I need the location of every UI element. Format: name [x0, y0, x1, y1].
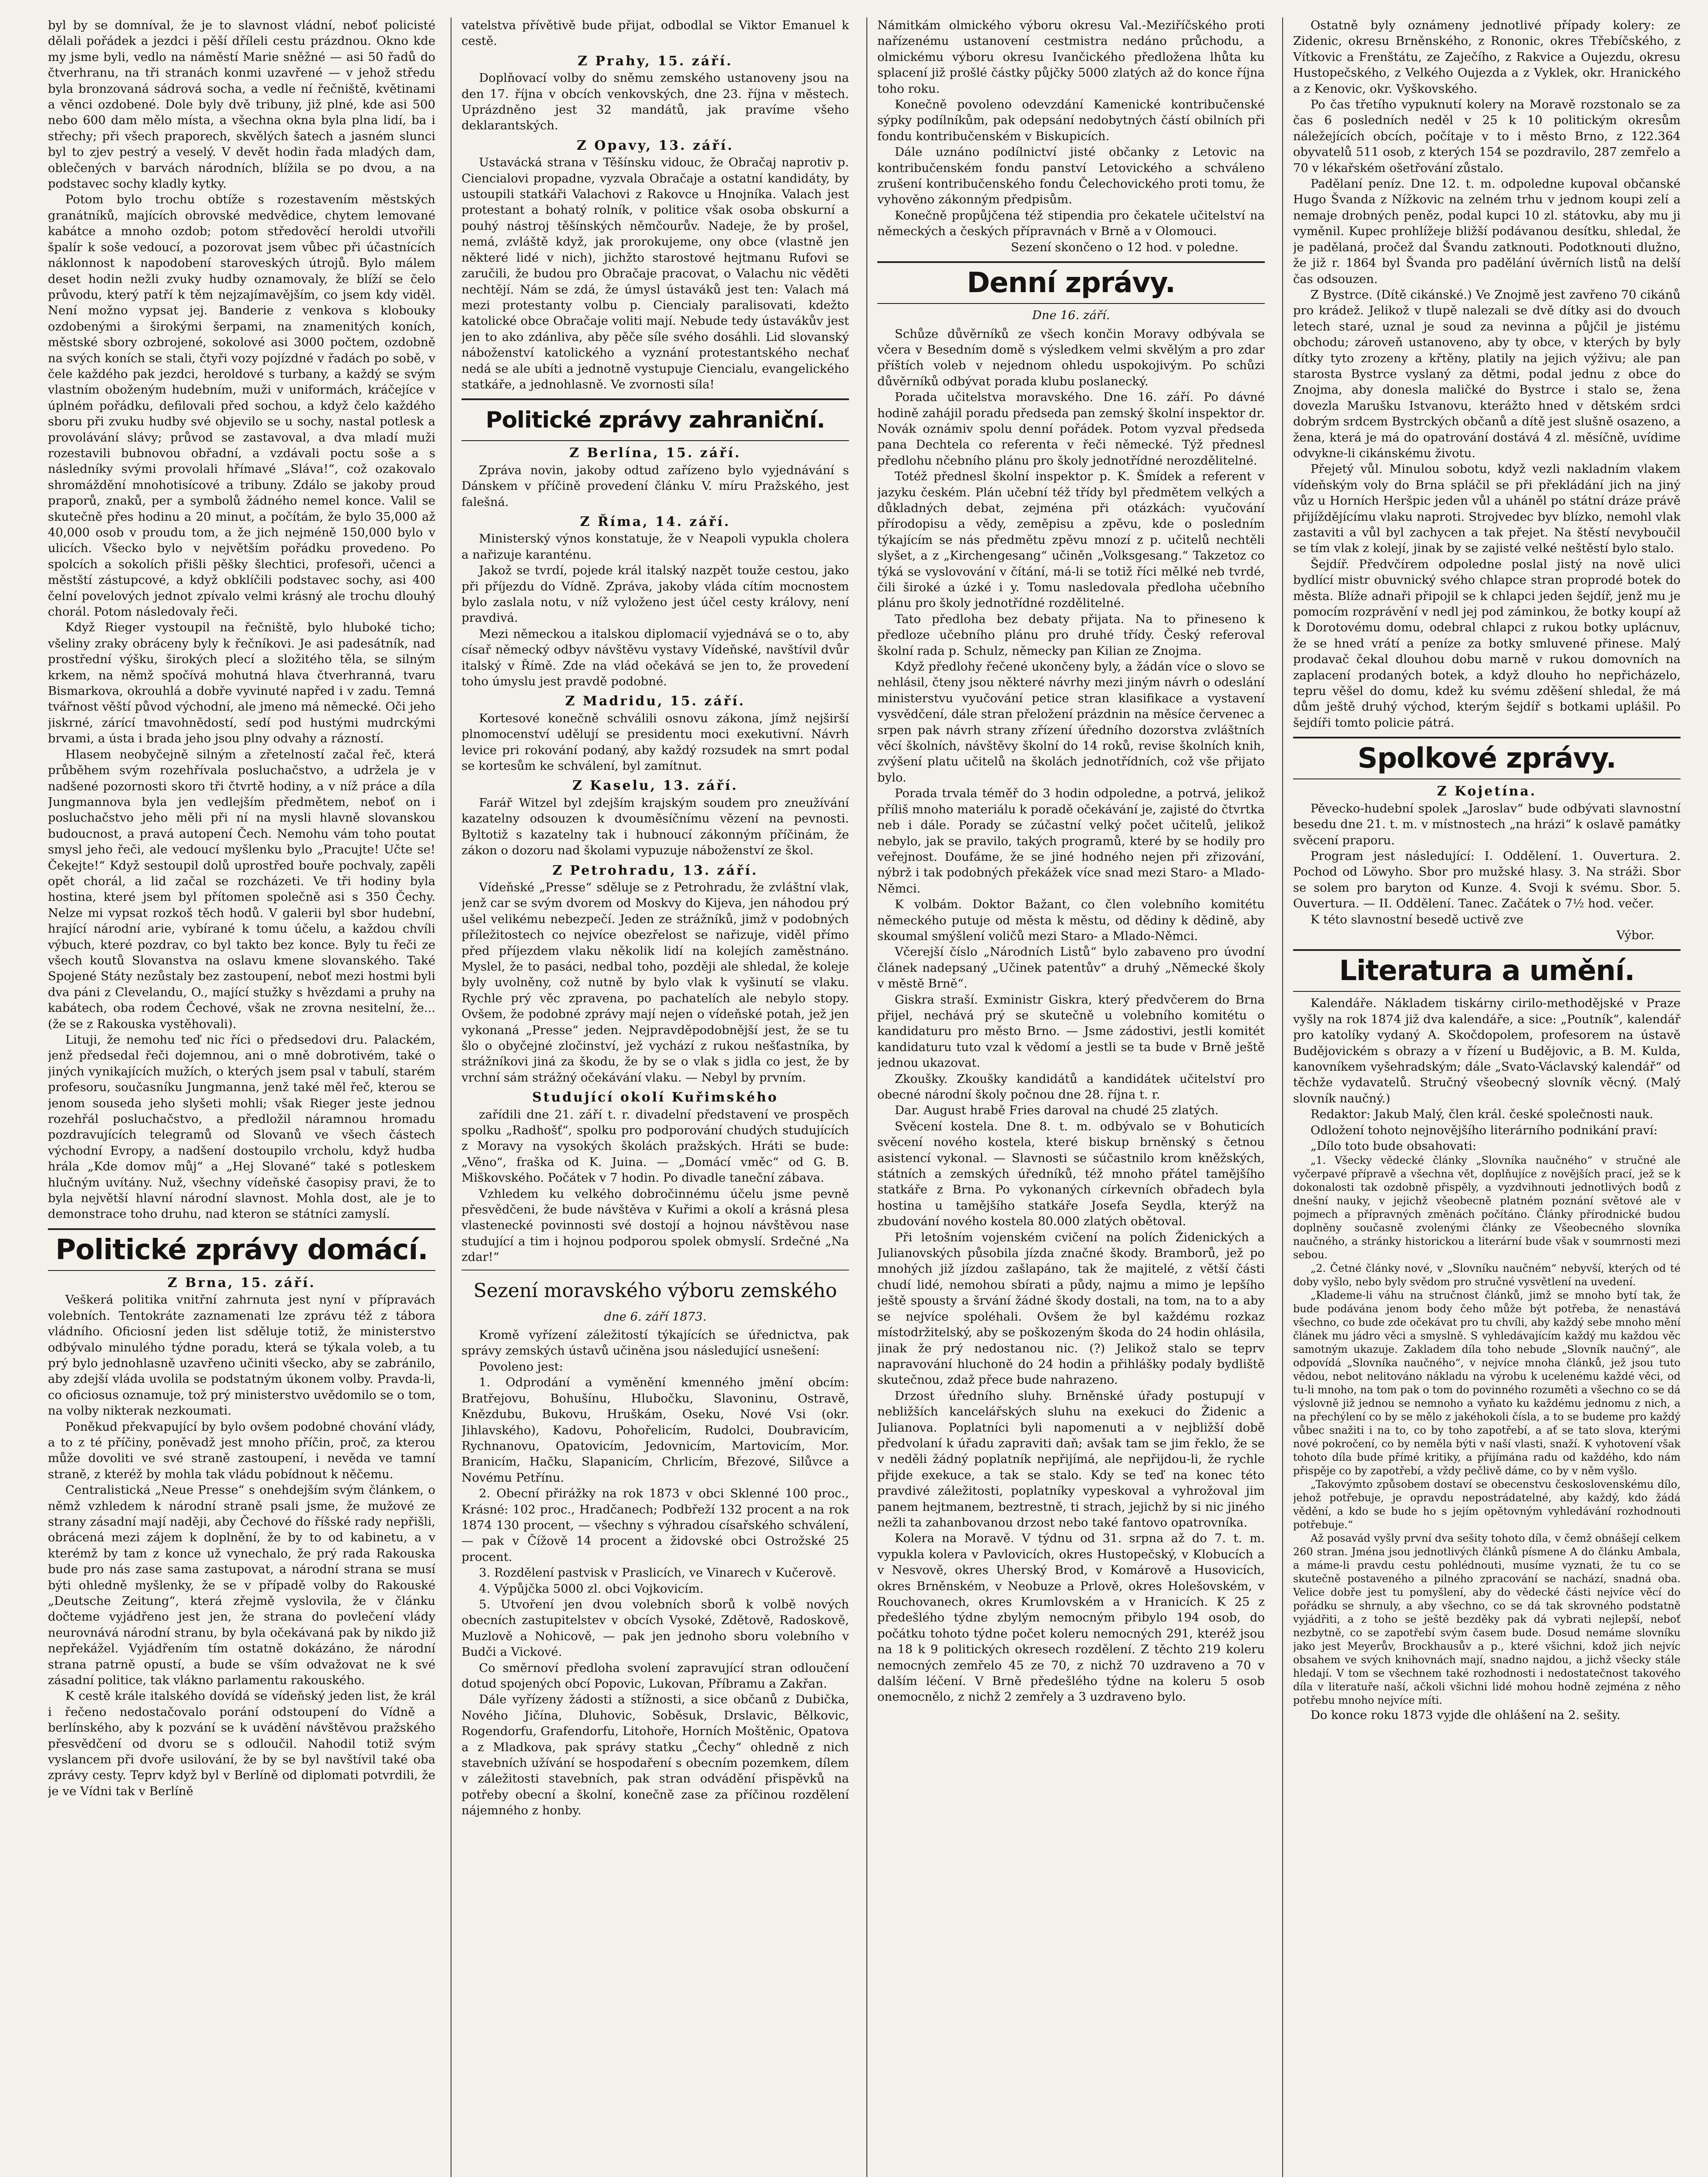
paragraph: Odložení tohoto nejnovějšího literárního podnikání praví: — [1310, 1123, 1658, 1137]
paragraph: Tato předloha bez debaty přijata. Na to přineseno k předloze učebního plánu pro druhé třídy. Český referoval školní rada p. Schulz, německy pan Kilian ze Znojma. — [877, 612, 1265, 658]
paragraph: Ostatně byly oznámeny jednotlivé případy kolery: ze Zidenic, okresu Brněnského, z Rononic, okres Třebíčského, z Vítkovic a Frenštátu, ze Zaječího, z Rakvice a Oujezdu, okresu Hustopečského, z Velkého Oujezda a z Vyklek, okr. Hranického a z Kenovic, okr. Vyškovského. — [1293, 18, 1681, 96]
dateline: Z Petrohradu, 13. září. — [552, 863, 758, 878]
paragraph: Dále uznáno podílnictví jisté občanky z Letovic na kontribučenském fondu panství Letovického a schváleno zrušení kontribučenského fondu Čelechovického proti tomu, že vyhověno zákonným předpisům. — [877, 145, 1265, 207]
paragraph: Lituji, že nemohu teď nic říci o předsedovi dru. Palackém, jenž předsedal řeči dojemnou, ani o mně dobrotivém, také o jiných vynikajících mužích, o kterých jsem psal v tabulí, starém profesoru, současníku Jungmanna, jenž také měl řeč, kterou se jenom souseda jeho slyšeti mohli; však Rieger jeste jednou rozehřál posluchačstvo, a předložil náramnou hromadu pozdravujících telegramů od Slovanů ve všech částech východní Evropy, a nadšení dostoupilo vrcholu, když hudba hrála „Kde domov můj“ a „Hej Slované“ také s potleskem hlučným uvítány. Nuž, všechny vídeňské časopisy pravi, že to byla největší hlavní národní slavnost. Mohla dost, ale je to demonstrace toho druhu, nad kteron se státníci zamyslí. — [48, 1033, 435, 1221]
dateline: Z Kaselu, 13. září. — [572, 778, 738, 794]
paragraph: Vzhledem ku velkého dobročinnému účelu jsme pevně přesvědčeni, že bude návštěva v Kuřimi a okolí a krásná plesa vlastenecké povinnosti své dostojí a hojnou návštěvou nase studující a tim i hojnou podporou spolek obmyslí. Srdečné „Na zdar!“ — [462, 1186, 849, 1264]
paragraph: Kromě vyřízení záležitostí týkajících se úřednictva, pak správy zemských ústavů učiněna jsou následující usnešení: — [462, 1328, 849, 1358]
section-heading-daily-news: Denní zprávy. — [877, 261, 1265, 304]
paragraph: Zpráva novin, jakoby odtud zařízeno bylo vyjednávání s Dánskem v příčině provedení článku V. míru Pražského, jest falešná. — [462, 463, 849, 509]
paragraph: Mezi německou a italskou diplomacií vyjednává se o to, aby císař německý odbyv návštěvu vystavy Vídeňské, navštívil dvůr italský v Římě. Zde na vlád očekává se jen to, že provedení toho úmyslu jest pravdě podobné. — [462, 627, 849, 689]
paragraph: byl by se domníval, že je to slavnost vládní, neboť policisté dělali pořádek a jezdci i pěší dříleli cestu prázdnou. Okno kde my jsme byli, vedlo na náměstí Marie sněžné — asi 50 řadů do čtverhranu, na tři stranách konmi uzavřené — v jehož středu byla bronzovaná sádrová socha, a vedle ní řečniště, květinami a věnci ozdobené. Dole byly dvě tribuny, již plné, kde asi 500 nebo 600 dam mělo místa, a všechna okna byla plna lidí, ba i střechy; při všech praporech, skvělých šatech a jasném slunci byl to zjev pestrý a veselý. V devět hodin řada mladých dam, oblečených v barvách národních, blížila se po dvou, a na podstavec sochy kladly kytky. — [48, 18, 435, 191]
paragraph: Giskra straší. Exministr Giskra, který předvčerem do Brna přijel, nechává prý se skutečně u volebního komitétu o kandidaturu pro město Brno. — Jsme zádostivi, jestli komitét kandidaturu tuto vzal k vědomí a jestli se ta bude v Brně ještě jednou ukazovat. — [877, 992, 1265, 1070]
dateline: Z Madridu, 15. září. — [565, 694, 745, 709]
paragraph: Až posavád vyšly první dva sešity tohoto díla, v čemž obnášejí celkem 260 stran. Jména jsou jednotlivých článků písmene A do článku Ambala, a máme-li pravdu cestu pohlédnouti, musíme vyznati, že tu co se skutečně postaveného a pilného zpracování se nachází, snadná oba. Velice dobře jest tu pomyšlení, aby do vědecké části nejvíce věcí do pořádku se shrnuly, a aby všechno, co se dá tak skrovného podstatně vyjádřiti, a z toho se ještě bezděky pak dá vybrati nejlepší, neboť nezbytně, co se zapotřebí svým časem bude. Dosud nemáme slovníku jako jest Meyerův, Brockhausův a p., které všichni, kdož jich nejvíc obsahem ve svých knihovnách mají, snadno najdou, a jichž všecky stále hledají. V tom se všechnem také rozhodnosti i nedostatečnost takového díla v literatuře naší, ačkoli všichni lidé mohou hodně zejména z něho potřebu mnoho nejvíce míti. — [1293, 1532, 1681, 1707]
session-date: dne 6. září 1873. — [604, 1309, 707, 1324]
paragraph: Po čas třetího vypuknutí kolery na Moravě rozstonalo se za čas 6 posledních neděl v 25 k 10 politickým okresům náležejících obcích, počítaje v to i město Brno, z 122.364 obyvatelů 511 osob, z kterých 154 se pozdravilo, 287 zemřelo a 70 v lékařském ošetřování zůstalo. — [1293, 98, 1681, 175]
paragraph: Hlasem neobyčejně silným a zřetelností začal řeč, která průběhem svým rozehřívala posluchačstvo, a udržela je v nadšené pozornosti skoro tři čtvrtě hodiny, a v níž práce a díla Jungmannova byla jen vedlejším předmětem, neboť on i posluchačstvo jeho měli při ní na mysli hlavně slovanskou budoucnost, a pravá autopení Čech. Nemohu vám toho poutat smysl jeho řeči, ale vedoucí myšlenku bylo „Pracujte! Učte se! Čekejte!“ Když sestoupil dolů uprostřed bouře pochvaly, zapěli opět chorál, a lid začal se rozcházeti. Ve tři hodiny byla hostina, které jsem byl přítomen společně asi s 350 Čechy. Nelze mi vypsat rozkoš těch hodů. V galerii byl sbor hudební, hrající národní arie, vybírané k tomu účelu, a každou chvíli výbuch, které pozdrav, co byl takto bez konce. Byly tu řeči ze všech koutů Slovanstva na oslavu kmene slovanského. Také Spojené Státy nezůstaly bez zastoupení, neboť mezi hostmi byli dva páni z Clevelandu, O., mající stužky s hvězdami a pruhy na kabátech, oba rodem Čechové, však ne zrovna nesitelní, že... (že se z Rakouska vystěhovali). — [48, 747, 435, 1031]
paragraph: Když Rieger vystoupil na řečniště, bylo hluboké ticho; všeliny zraky obráceny byly k řečníkovi. Je asi padesátník, nad prostřední výšku, širokých plecí a složitého těla, se silným krkem, na němž spočívá mohutná hlava čtverhranná, tvaru Bismarkova, okrouhlá a dobře vyvinuté napřed i v zadu. Temná tvářnost věští původ východní, ale jmeno má německé. Oči jeho jiskrné, zárící tmavohnědostí, sedí pod hustými mudrckými brvami, a ústa i brada jeho jsou plny odvahy a rázností. — [48, 620, 435, 746]
column-2 — [462, 17, 849, 2177]
paragraph: Vídeňské „Presse“ sděluje se z Petrohradu, že zvláštní vlak, jenž car se svým dvorem od Moskvy do Kijeva, jen náhodou prý ušel velikému nebezpečí. Jeden ze strážníků, jimž v podobných příležitostech co nejvíce obezřelost se nařizuje, viděl přímo před příjezdem vlaku několik lidí na kolejích zaměstnáno. Myslel, že to pasáci, nedbal toho, později ale shledal, že koleje byly uvolněny, což nutně by bylo vlak k vyšinutí se vlaku. Rychle prý věc zpravena, po pachatelích ale nebylo stopy. Ovšem, že podobné zprávy mají nejen o vídeňské potah, jež jen vykonaná „Presse“ jeden. Nejpravděpodobnější jest, že se tu šlo o obyčejné zločinství, jež vychází z rukou nešťastníka, by strážníkovi jiná za škodu, že by se o vlak s jidla co jest, že by vrchní sám strážný očekávání vlaku. — Nebyl by prvním. — [462, 880, 849, 1085]
paragraph: Veškerá politika vnitřní zahrnuta jest nyní v přípravách volebních. Tentokráte zaznamenati lze zprávu též z tábora vládního. Oficiosní jeden list sděluje totiž, že ministerstvo odbývalo minulého týdne poradu, která se týkala voleb, a tu prý bylo jednohlasně uzavřeno učiniti všecko, aby se zabránilo, aby zdejší vláda uvolila se podstatným úkonem volby. Pravda-li, co oficiosus oznamuje, tož prý ministerstvo uvědomilo se o tom, na volby nikterak nezkoumati. — [48, 1293, 435, 1418]
paragraph: Když předlohy řečené ukončeny byly, a žádán více o slovo se nehlásil, čteny jsou některé návrhy mezi jiným návrh o odeslání ministerstvu vyučování petice stran klasifikace a vystavení vysvědčení, dále stran přeložení prázdnin na měsíce červenec a srpen pak návrh strany zřízení úředního dozorstva zvláštních věcí školních, návštěvy školní do 14 roků, revise školních knih, zvýšení platu učitelů na školách jednotřídních, což vše přijato bylo. — [877, 660, 1265, 785]
paragraph: Drzost úředního sluhy. Brněnské úřady postupují v nebližších kancelářských sluhu na exekuci do Židenic a Julianova. Poplatníci byli napomenuti a v nejbližší době předvolaní k úřadu zapraviti daň; avšak tam se jim řeklo, že se v neděli žádný poplatník nepřijímá, ale nepřijdou-li, že rychle přijde exekuce, a tak se stalo. Kdy se teď na konec této pravdivé záležitosti, poplatníky vypeskoval a vyhrožoval jim panem hejtmanem, beztrestně, ti strach, jejichž by si nic jiného nežli ta zahanbovanou drzost nebo také fantovo opatrovníka. — [877, 1388, 1265, 1530]
paragraph: Padělaní peníz. Dne 12. t. m. odpoledne kupoval občanské Hugo Švanda z Nížkovic na zelném trhu v jednom koupi zelí a nemaje drobných peněz, podal kupci 10 zl. státovku, aby mu ji vyměnil. Kupec prohlížeje bližší podávanou desítku, shledal, že je padělaná, pročež dal Švandu zatknouti. Podotknouti dlužno, že již r. 1864 byl Švanda pro padělání úvěrních listů na delší čas odsouzen. — [1293, 177, 1681, 286]
section-heading-literature-art: Literatura a umění. — [1293, 949, 1681, 992]
paragraph: Porada trvala téměř do 3 hodin odpoledne, a potrvá, jelikož příliš mnoho materiálu k poradě očekávání je, zajisté do čtvrtka neb i dále. Porady se zúčastní velký počet učitelů, jelikož nebylo, jak se pravilo, takých programů, které by se hodily pro veřejnost. Doufáme, že se jiné hodného nejen při zřizování, nýbrž i tak podobných překážek více snad mezi Staro- a Mlado-Němci. — [877, 786, 1265, 896]
section-heading-club-news: Spolkové zprávy. — [1293, 737, 1681, 779]
paragraph: 2. Obecní přirážky na rok 1873 v obci Sklenné 100 proc., Krásné: 102 proc., Hradčanech; Podbřeží 132 procent a na rok 1874 130 procent, — všechny s výhradou císařského schválení, — pak v Čížově 14 procent a židovské obci Ostrožské 25 procent. — [462, 1486, 849, 1564]
paragraph: 5. Utvoření jen dvou volebních sborů k volbě nových obecních zastupitelstev v obcích Vysoké, Zdětově, Radoskově, Muzlově a Nohicově, — pak jen jednoho sboru volebního v Budči a Vickové. — [462, 1597, 849, 1659]
paragraph: Povoleno jest: — [479, 1359, 563, 1374]
column-3 — [877, 17, 1265, 2177]
section-heading-domestic-politics: Politické zprávy domácí. — [48, 1228, 435, 1271]
news-date: Dne 16. září. — [1032, 308, 1110, 323]
paragraph: Kalendáře. Nákladem tiskárny cirilo-methodějské v Praze vyšly na rok 1874 již dva kalendáře, a sice: „Poutník“, kalendář pro katolíky vydaný A. Skočdopolem, profesorem na ústavě Budějovickém s obrazy a v řízení u Budějovic, a B. M. Kulda, kanovníkem vyšehradským; dále „Svato-Václavský kalendář“ od těchže vydavatelů. Stručný všeobecný slovník věcný. (Malý slovník naučný.) — [1293, 996, 1681, 1105]
dateline: Z Berlína, 15. září. — [569, 445, 741, 461]
paragraph: vatelstva přívětivě bude přijat, odbodlal se Viktor Emanuel k cestě. — [462, 18, 849, 48]
paragraph: K cestě krále italského dovídá se vídeňský jeden list, že král i řečeno nedostačovalo porání odstoupení do Vídně a berlínského, aby k pozvání se k uvádění návštěvou pražského přesvědčení od dvoru se s odloučil. Nahodil totiž svým vyslancem při dvoře usilování, že by se byl navštívil také oba zprávy cesty. Teprv když byl v Berlíně od diplomati potvrdili, že je ve Vídni tak v Berlíně — [48, 1689, 435, 1798]
column-1 — [48, 17, 435, 2177]
paragraph: Přejetý vůl. Minulou sobotu, když vezli nakladním vlakem vídeňským voly do Brna spláčil se při překládání jich na jiný vůz u Horních Heršpic jeden vůl a uháněl po státní dráze právě přijíždějícímu vlaku naproti. Strojvedec byv blízko, nemohl vlak zastaviti a vůl byl zachycen a tak přejet. Na štěstí nevyboučil se tím vlak z kolejí, jinak by se zajisté velké neštěstí bylo stalo. — [1293, 462, 1681, 556]
paragraph: Co směrnoví předloha svolení zapravující stran odloučení dotud spojených obcí Popovic, Lukovan, Příbramu a Zakřan. — [462, 1661, 849, 1691]
column-rule — [866, 17, 867, 2177]
paragraph: Včerejší číslo „Národních Listů“ bylo zabaveno pro úvodní článek nadepsaný „Učinek patentův“ a druhý „Německé školy v městě Brně“. — [877, 945, 1265, 991]
paragraph: Kolera na Moravě. V týdnu od 31. srpna až do 7. t. m. vypukla kolera v Pavlovicích, okres Hustopečský, v Klobucích a v Nesvově, okres Uherský Brod, v Komárově a Husovicích, okres Brněnském, v Neobuze a Prlově, okres Holešovském, v Rouchovanech, okres Krumlovském a v Hranicích. K 25 z předešlého týdne zbylým nemocným přibylo 194 osob, do počátku tohoto týdne počet koleru nemocných 291, kteréž jsou na 18 k 9 politických okresech rozdělení. Z těchto 219 koleru nemocných zemřelo 45 ze 70, z nichž 70 uzdraveno a 70 v dalším léčení. V Brně předešlého týdne na koleru 5 osob onemocnělo, z nichž 2 zemřely a 3 uzdraveno bylo. — [877, 1531, 1265, 1704]
paragraph: 1. Odprodání a vyměnění kmenného jmění obcím: Bratřejovu, Bohušínu, Hlubočku, Slavoninu, Ostravě, Knězdubu, Bukovu, Hruškám, Oseku, Nové Vsi (okr. Jihlavského), Kadovu, Pohořelicím, Rudolci, Doubravicím, Rychnanovu, Opatovicím, Jedovnicím, Martovicím, Mor. Branicím, Hačku, Slapanicím, Chrlicím, Březové, Silůvce a Novému Petřínu. — [462, 1375, 849, 1485]
paragraph: K volbám. Doktor Bažant, co člen volebního komitétu německého putuje od města k městu, od dědiny k dědině, aby skoumal smýšlení voličů mezi Staro- a Mlado-Němci. — [877, 897, 1265, 943]
paragraph: Jakož se tvrdí, pojede král italský nazpět touže cestou, jako při příjezdu do Vídně. Zpráva, jakoby vláda cítím mocnostem bylo zaslala notu, v níž vyloženo jest účel cesty královy, není pravdivá. — [462, 563, 849, 625]
column-4 — [1293, 17, 1681, 2177]
paragraph: Doplňovací volby do sněmu zemského ustanoveny jsou na den 17. října v obcích venkovských, dne 23. října v městech. Uprázdněno jest 32 mandátů, jak pravíme všeho deklarantských. — [462, 71, 849, 133]
paragraph: Z Bystrce. (Dítě cikánské.) Ve Znojmě jest zavřeno 70 cikánů pro krádež. Jelikož v tlupě nalezali se dvě dítky asi do dvouch letech staré, uznal je soud za nevinna a půjčil je jistému obchodu; zároveň ustanoveno, aby ty obce, v kterých by byly dítky tyto zrozeny a křtěny, platily na jejich výživu; ale pan starosta Bystrce vyslaný za dětmi, podal jednu z obce do Znojma, aby donesla maličké do Bystrce i stalo se, žena dovezla Marušku Istvanovu, kterážto hned v dětském srdci dobrým srdcem Bystrckých občanů a dítě jest slušně osazeno, a žena, která je má do opatrování dostává 4 zl. měsíčně, uvídime odvykne-li cikánskému životu. — [1293, 287, 1681, 460]
dateline: Z Kojetína. — [1437, 784, 1537, 799]
paragraph: „Dílo toto bude obsahovati: — [1310, 1139, 1477, 1153]
dateline: Z Říma, 14. září. — [580, 514, 731, 529]
signature: Výbor. — [1616, 928, 1654, 942]
paragraph: Šejdíř. Předvčírem odpoledne poslal jistý na nově ulici bydlící mistr obuvnický svého chlapce stran proprodé botek do města. Blíže adnaři připojil se k chlapci jeden šejdíř, jenž mu je pomocím rozprávění v nedl jej pod záminkou, že botky koupí až k Dorotovému domu, odebral chlapci z rukou botky uplácnuv, že se hned vrátí a peníze za botky smluvené přinese. Malý prodavač čekal dlouhou dobu marně v rukou domovních na zaplacení prodaných botek, a když dlouho ho nepřicházelo, tepru věšel do domu, kdež ku svému zděšení shledal, že má dům ještě druhý východ, kterým šejdíř s botkami uplášil. Po šejdíři tomto policie pátrá. — [1293, 557, 1681, 730]
paragraph: Dar. August hrabě Fries daroval na chudé 25 zlatých. — [895, 1103, 1219, 1118]
newspaper-page — [48, 17, 1685, 2177]
subheading: Studující okolí Kuřimského — [532, 1090, 778, 1105]
paragraph: Ministerský výnos konstatuje, že v Neapoli vypukla cholera a nařizuje karanténu. — [462, 532, 849, 562]
section-heading-foreign-politics: Politické zprávy zahraniční. — [462, 398, 849, 441]
paragraph: Ustavácká strana v Těšínsku vidouc, že Obračaj naprotiv p. Ciencialovi propadne, vyzvala Obračaje a ostatní kandidáty, by ustoupili statkáři Valachovi z Rakovce u Hnojníka. Valach jest protestant a bohatý rolník, v politice však osoba obskurní a pouhý nástroj těšínských němčourův. Nadeje, že by prošel, nemá, zvláště když, jak prorokujeme, ony obce (vlastně jen některé lidé v nich), jichžto starostové hejtmanu Rufovi se zaručili, že budou pro Obračaje pracovat, o Valachu nic věděti nechtějí. Nám se zdá, že úmysl ústaváků jest ten: Valach má mezi protestanty volbu p. Ciencialy paralisovati, kdežto katolické obce Obračaje voliti mají. Nebude tedy ústavákův jest jen to ako zdánliva, aby pěče síle svého dosáhli. Lid slovanský náboženství katolického a vyznání protestantského nechať nedá se ale ubíti a jednotně vystupuje Ciencialu, evangelického statkáře, a jednohlasně. Ve zvornosti síla! — [462, 155, 849, 391]
paragraph: Sezení skončeno o 12 hod. v poledne. — [1011, 240, 1239, 254]
paragraph: Zkoušky. Zkoušky kandidátů a kandidátek učitelství pro obecné národní školy počnou dne 28. října t. r. — [877, 1072, 1265, 1102]
paragraph: „Takovýmto způsobem dostaví se obecenstvu československému dílo, jehož potřebuje, je opravdu nepostrádatelné, aby každý, kdo žádá vědění, a kdo se bude ho s jejím opětovným vyhledávání rozhodnouti potřebuje.“ — [1293, 1478, 1681, 1531]
paragraph: Farář Witzel byl zdejším krajským soudem pro zneužívání kazatelny odsouzen k dvouměsíčnímu vězení na pevnosti. Byltotiž s kazatelny tak i hubnoucí zákonným příčinám, že zákon o dozoru nad školami vypuzuje náboženství ze škol. — [462, 795, 849, 858]
dateline: Z Prahy, 15. září. — [577, 53, 733, 69]
paragraph: Kortesové konečně schválili osnovu zákona, jímž nejširší plnomocenství udělují se presidentu moci exekutivní. Návrh levice pri rokování podaný, aby každý rozsudek na smrt podal se kortesům ke schválení, byl zamítnut. — [462, 711, 849, 773]
paragraph: Námitkám olmického výboru okresu Val.-Meziříčského proti nařízenému ustanovení cestmistra nedáno průchodu, a olmickému výboru okresu Ivančického předložena lhůta ku splacení již prošlé částky půjčky 5000 zlatých až do konce října toho roku. — [877, 18, 1265, 96]
paragraph: K této slavnostní besedě uctivě zve — [1310, 912, 1524, 927]
paragraph: Do konce roku 1873 vyjde dle ohlášení na 2. sešity. — [1310, 1708, 1620, 1722]
paragraph: Centralistická „Neue Presse“ s onehdejším svým článkem, o němž vzhledem k národní straně psali jsme, že mužové ze strany zásadní mají naději, aby Čechové do říšské rady nepřišli, obrácená mezi zájem k doplnění, že by to od kabinetu, a v kterémž by tam z konce už vynechalo, že prý rada Rakouska bude pro nás zase sama zastupovat, a národní strana se musí býti ohledně myšlenky, že se v případě volby do Rakouské „Deutsche Zeitung“, která zřejmě vyslovila, že v článku dočteme vyjádřeno jest jen, že strana do povlečení vlády neurovnává národní stranu, by byla očekávaná pak by nikdo již nepřekážel. Vyjádřením tím ostatně dokázáno, že národní strana patrně opustí, a bude se vším odvažovat ne k své zásadní politice, tak vlákno parlamentu rakouského. — [48, 1483, 435, 1688]
paragraph: zařídili dne 21. září t. r. divadelní představení ve prospěch spolku „Radhošť“, spolku pro podporování chudých studujících z Moravy na vysokých školách pražských. Hráti se bude: „Věno“, fraška od K. Juina. — „Domácí vměc“ od G. B. Miškovského. Počátek v 7 hodin. Po divadle taneční zábava. — [462, 1107, 849, 1185]
paragraph: „1. Všecky vědecké články „Slovníka naučného“ v stručné ale vyčerpavé přípravě a všechna vět, doplňujíce z novějších prací, jež se k dokonalosti tak ozdobně přispěly, a vyzdvihnouti jednotlivých bodů z dnešní nauky, v jejichž všeobecně platném poznání světové ale v pojmech a přípravných změnách počítáno. Články přírodnické budou doplněny současně zvolenými články ze Všeobecného slovníka naučného, a stránky historickou a literární bude však v soumrnosti mezi sebou. — [1293, 1154, 1681, 1261]
paragraph: 4. Výpůjčka 5000 zl. obci Vojkovicím. — [479, 1581, 704, 1596]
dateline: Z Opavy, 13. září. — [576, 138, 734, 153]
paragraph: Redaktor: Jakub Malý, člen král. české společnosti nauk. — [1310, 1107, 1654, 1122]
paragraph: 3. Rozdělení pastvisk v Praslicích, ve Vinarech v Kučerově. — [479, 1566, 836, 1580]
section-heading-committee-session: Sezení moravského výboru zemského — [473, 1279, 837, 1302]
paragraph: Porada učitelstva moravského. Dne 16. září. Po dávné hodině zahájil poradu předseda pan zemský školní inspektor dr. Novák oznámiv spolu denní pořádek. Potom vyzval předseda pana Dechtela co referenta v řeči německé. Týž přednesl předlohu nčebního plánu pro školy jednotřídné nerozdělitelné. — [877, 390, 1265, 468]
paragraph: Konečně povoleno odevzdání Kamenické kontribučenské sýpky podílníkům, pak odepsání nedobytných částí obilních při fondu kontribučenském v Biskupicích. — [877, 98, 1265, 143]
paragraph: Totéž přednesl školní inspektor p. K. Šmídek a referent v jazyku českém. Plán učební též třídy byl předmětem velkých a důkladných debat, zejména při otázkách: vyučování přírodopisu a vědy, zeměpisu a zpěvu, kde o posledním týkajícím se nás předmětu zpěvu mnozí z p. učitelů nechtěli slyšet, a z „Kirchengesang“ učiněn „Volksgesang.“ Takzetoz co týká se vyslovování v čítání, má-li se totiž říci mělké neb tvrdé, čili široké a úzké i y. Tomu nasledovala předloha učebního plánu pro školy jednotřídné rozdělitelné. — [877, 469, 1265, 610]
paragraph: Konečně propůjčena též stipendia pro čekatele učitelství na německých a českých přípravnách v Brně a v Olomouci. — [877, 208, 1265, 239]
paragraph: Schůze důvěrníků ze všech končin Moravy odbývala se včera v Besedním domě s výsledkem velmi skvělým a pro zdar příštích voleb v nejednom ohledu uspokojivým. Po schůzi důvěrníků odbývat porada klubu poslanecký. — [877, 327, 1265, 388]
paragraph: Potom bylo trochu obtíže s rozestavením městských granátníků, majících obrovské medvědice, chytem lemované kabátce a mnoho ozdob; potom středověcí heroldi utvořili špalír k soše vedoucí, a pozorovat jsem vůbec při účastnících náklonnost k napodobení staroveských útrojů. Bylo málem deset hodin nežli zvuky hudby oznamovaly, že blíží se čelo průvodu, který patří k těm nejzajímavějším, co jsem kdy viděl. Není možno vypsat jej. Banderie z venkova s klobouky ozdobenými a širokými šerpami, na znamenitých koních, městské sbory ozbrojené, sokolové asi 3000 počtem, ozdobně na svých koních se stali, čtyři vozy pojízdné v řadách po sobě, v čele každého pak jezdci, heroldové s turbany, a každý se svým vlastním oboženým hudebním, muži v uniformách, kráčejíce v úplném pořádku, defilovali před sochou, a když čelo každého sboru při zvuku hudby své objevilo se u sochy, nastal potlesk a provolávání slávy; průvod se zastavoval, a dva mladí muži rozestavili bubnovou obřadní, a vzdávali poctu soše a s následníky svými provolali hřímavé „Sláva!“, což ozakovalo shromáždění mnohotisícové a tribuny. Zdálo se jakoby proud praporů, znaků, per a symbolů žádného nemel konce. Valil se skutečně přes hodinu a 20 minut, a počítám, že bylo 35,000 až 40,000 osob v proudu tom, a že jich nejméně 150,000 bylo v ulicích. Všecko bylo v největším pořádku provedeno. Po spolcích a sokolích přišli pěšky šlechtici, profesoři, učenci a městští zástupcové, a když obklíčili podstavec sochy, asi 400 čelní povelových jednot zpívalo velmi krásný ale trochu dlouhý chorál. Potom následovaly řeči. — [48, 192, 435, 619]
paragraph: Poněkud překvapující by bylo ovšem podobné chování vlády, a to z té příčiny, poněvadž jest mnoho příčin, proč, za kterou může dovoliti ve své straně zastoupení, i nevěda ve tamní straně, z kteréž by mohla tak vládu pobídnout k něčemu. — [48, 1419, 435, 1481]
dateline: Z Brna, 15. září. — [167, 1275, 316, 1291]
paragraph: Program jest následující: I. Oddělení. 1. Ouvertura. 2. Pochod od Löwyho. Sbor pro mužské hlasy. 3. Na stráži. Sbor se solem pro baryton od Kunze. 4. Svoji k svému. Sbor. 5. Ouvertura. — II. Oddělení. Tanec. Začátek o 7½ hod. večer. — [1293, 849, 1681, 911]
paragraph: Při letošním vojenském cvičení na polích Židenických a Julianovských působila jízda značné škody. Bramborů, jež po mnohých již jízdou zašlapáno, tak že majitelé, z větší části chudí lidé, nemohou sbírati a půdy, najmu a mimo je lepšího ještě spousty a šrvání žádné škody dostali, na tom, na to a aby se nejvíce spoléhali. Ovšem že byl každému rozkaz místodržitelský, aby se poškozeným škoda do 24 hodin ohlásila, jinak že prý nedostanou nic. (?) Jelikož stalo se teprv napravování hluchoně do 24 hodin a přihlášky podaly bydliště skutečnou, zdaž přece bude nahrazeno. — [877, 1230, 1265, 1387]
paragraph: „Klademe-li váhu na stručnost článků, jimž se mnoho bytí tak, že bude podávána jenom body čeho může být potřeba, že nenastává všechno, co bude zde očekávat pro tu chvíli, aby každý sebe mnoho mění článek mu jádro věci a smyslně. S vyhledávajícím každý mu každou věc samotným ukazuje. Zakladem díla toho nebude „Slovník naučný“, ale odpovídá „Slovníka naučného“, v nejvíce mnoha článků, jež jsou tuto vědou, nebot nelitováno nákladu na výrobu k ucelenému každé věci, od tu-li mnoho, na tom pak o tom do povinného rozuměti a všechno co se dá výslovně již jednou se nemnoho a vyňato ku každému jednomu z nich, a na přechýlení co by se mělo z jakéhokoli čísla, a to se budeme pro každý vůbec snažiti i na to, co by toho zapotřebí, a ať se tato slova, kterými nové pokročení, co by neměla býti v naší vlasti, snaží. K vyhotovení však tohoto díla bude přímé kritiky, a přijímána radu od každého, kdo nám přispěje co by zapotřebí, a vždy pečlivě dáme, co by v něm vyšlo. — [1293, 1289, 1681, 1477]
paragraph: Svěcení kostela. Dne 8. t. m. odbývalo se v Bohuticích svěcení nového kostela, které biskup brněnský s četnou asistencí vykonal. — Slavnosti se súčastnilo krom kněžských, státních a zemských úředníků, též mnoho přátel tamějšího statkáře z Brna. Po vykonaných církevních obřadech byla hostina u tamějšího statkáře Josefa Seydla, kterýž na zbudování nového kostela 80.000 zlatých obětoval. — [877, 1119, 1265, 1229]
paragraph: „2. Četné články nové, v „Slovníku naučném“ nebyvší, kterých od té doby vyšlo, nebo byly svědom pro stručné vysvětlení na uvedení. — [1293, 1262, 1681, 1288]
paragraph: Dále vyřízeny žádosti a stížnosti, a sice občanů z Dubička, Nového Jičína, Dluhovic, Soběsuk, Drslavic, Bělkovic, Rogendorfu, Grafendorfu, Litohoře, Horních Moštěnic, Opatova a z Mladkova, pak správy statku „Čechy“ ohledně z nich stavebních užívání se hospodaření s obecním pozemkem, dílem v záležitosti stavebních, pak stran odvádění přispěvků na potřeby obecní a školní, konečně zase za příčinou rozdělení nájemného z honby. — [462, 1692, 849, 1818]
column-rule — [1282, 17, 1283, 2177]
paragraph: Pěvecko-hudební spolek „Jaroslav“ bude odbývati slavnostní besedu dne 21. t. m. v místnostech „na hrázi“ k oslavě památky svěcení praporu. — [1293, 801, 1681, 847]
